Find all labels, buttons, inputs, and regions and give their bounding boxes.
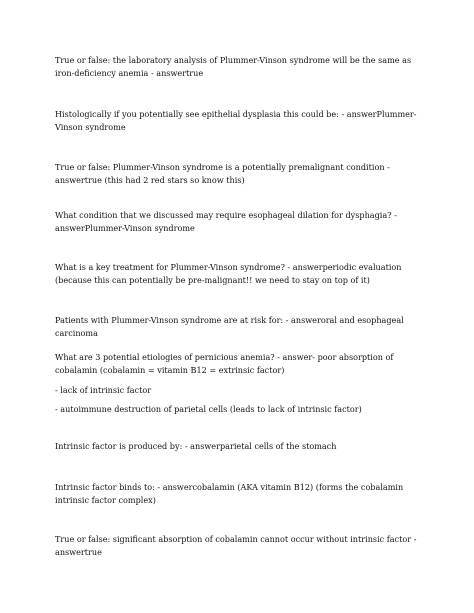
qa-item-7: What are 3 potential etiologies of pernicious anemia? - answer- poor absorption of cobalamin (cobalamin = vitamin B12 = extrinsic factor) bbox=[55, 352, 394, 375]
qa-item-7-bullet-1: - lack of intrinsic factor bbox=[55, 385, 152, 395]
qa-item-6: Patients with Plummer-Vinson syndrome are at risk for: - answeroral and esophageal carcinoma bbox=[55, 315, 404, 338]
qa-item-7-bullet-2: - autoimmune destruction of parietal cells (leads to lack of intrinsic factor) bbox=[55, 404, 362, 414]
qa-item-2: Histologically if you potentially see epithelial dysplasia this could be: - answerPlummer-Vinson syndrome bbox=[55, 109, 417, 132]
qa-item-4: What condition that we discussed may require esophageal dilation for dysphagia? - answerPlummer-Vinson syndrome bbox=[55, 210, 397, 233]
qa-item-5: What is a key treatment for Plummer-Vinson syndrome? - answerperiodic evaluation (because this can potentially be pre-malignant!! we need to stay on top of it) bbox=[55, 262, 402, 285]
qa-item-10: True or false: significant absorption of cobalamin cannot occur without intrinsic factor - answertrue bbox=[55, 534, 417, 557]
qa-item-8: Intrinsic factor is produced by: - answerparietal cells of the stomach bbox=[55, 441, 337, 451]
qa-item-9: Intrinsic factor binds to: - answercobalamin (AKA vitamin B12) (forms the cobalamin intrinsic factor complex) bbox=[55, 482, 404, 505]
qa-item-3: True or false: Plummer-Vinson syndrome is a potentially premalignant condition - answertrue (this had 2 red stars so know this) bbox=[55, 162, 390, 185]
qa-item-1: True or false: the laboratory analysis of Plummer-Vinson syndrome will be the same as iron-deficiency anemia - answertrue bbox=[55, 55, 412, 78]
